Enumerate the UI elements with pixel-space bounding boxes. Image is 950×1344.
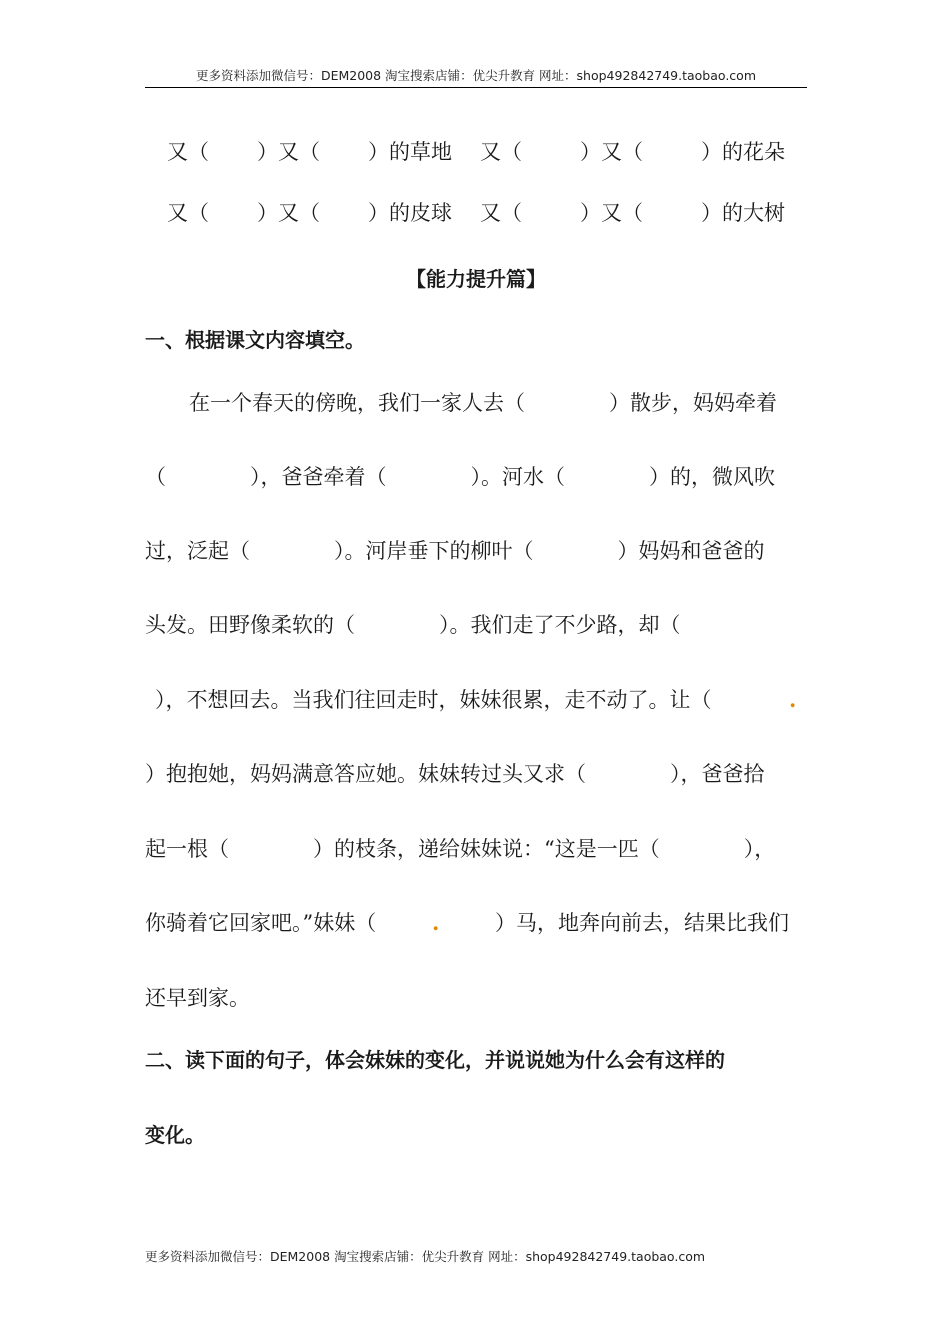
passage-line <box>145 908 807 938</box>
phrase-part: 又（ <box>167 201 209 225</box>
orange-mark: . <box>789 687 797 712</box>
passage-line: 还早到家。 <box>145 986 250 1010</box>
phrase-part: ）的皮球 <box>368 201 452 225</box>
phrase-part: ）又（ <box>580 201 643 225</box>
passage-line: 过，泛起（ ）。河岸垂下的柳叶（ ）妈妈和爸爸的 <box>145 539 765 563</box>
question-1-heading-text: 一、根据课文内容填空。 <box>145 328 365 352</box>
header-divider <box>145 87 807 88</box>
passage-text: 你骑着它回家吧。”妹妹（ <box>145 911 377 935</box>
phrase-part: ）又（ <box>257 201 320 225</box>
phrase-flower <box>480 138 785 166</box>
phrase-part: 又（ <box>480 201 522 225</box>
phrase-part: ）又（ <box>257 140 320 164</box>
phrase-part: ）的花朵 <box>701 140 785 164</box>
page-footer: 更多资料添加微信号：DEM2008 淘宝搜索店铺：优尖升教育 网址：shop492842749.taobao.com <box>145 1249 706 1264</box>
phrase-tree <box>480 199 785 227</box>
passage-text: ）马，地奔向前去，结果比我们 <box>495 911 789 935</box>
phrase-ball <box>167 199 452 227</box>
orange-mark: . <box>432 910 440 935</box>
passage-text: ），不想回去。当我们往回走时，妹妹很累，走不动了。让（ <box>155 688 712 712</box>
phrase-grass <box>167 138 452 166</box>
phrase-part: ）的大树 <box>701 201 785 225</box>
question-2-heading-line: 变化。 <box>145 1123 205 1147</box>
page-header: 更多资料添加微信号：DEM2008 淘宝搜索店铺：优尖升教育 网址：shop492842749.taobao.com <box>195 68 757 83</box>
section-title: 【能力提升篇】 <box>406 267 546 291</box>
passage-line <box>145 685 807 715</box>
passage-line: 头发。田野像柔软的（ ）。我们走了不少路，却（ <box>145 613 681 637</box>
phrase-part: ）的草地 <box>368 140 452 164</box>
passage-line: 在一个春天的傍晚，我们一家人去（ ）散步，妈妈牵着 <box>189 391 777 415</box>
passage-line: （ ），爸爸牵着（ ）。河水（ ）的，微风吹 <box>145 465 775 489</box>
passage-line: ）抱抱她，妈妈满意答应她。妹妹转过头又求（ ），爸爸拾 <box>145 762 765 786</box>
question-2-heading-line: 二、读下面的句子，体会妹妹的变化，并说说她为什么会有这样的 <box>145 1048 725 1072</box>
phrase-part: 又（ <box>167 140 209 164</box>
passage-line: 起一根（ ）的枝条，递给妹妹说：“这是一匹（ ）， <box>145 837 776 861</box>
phrase-part: ）又（ <box>580 140 643 164</box>
phrase-part: 又（ <box>480 140 522 164</box>
